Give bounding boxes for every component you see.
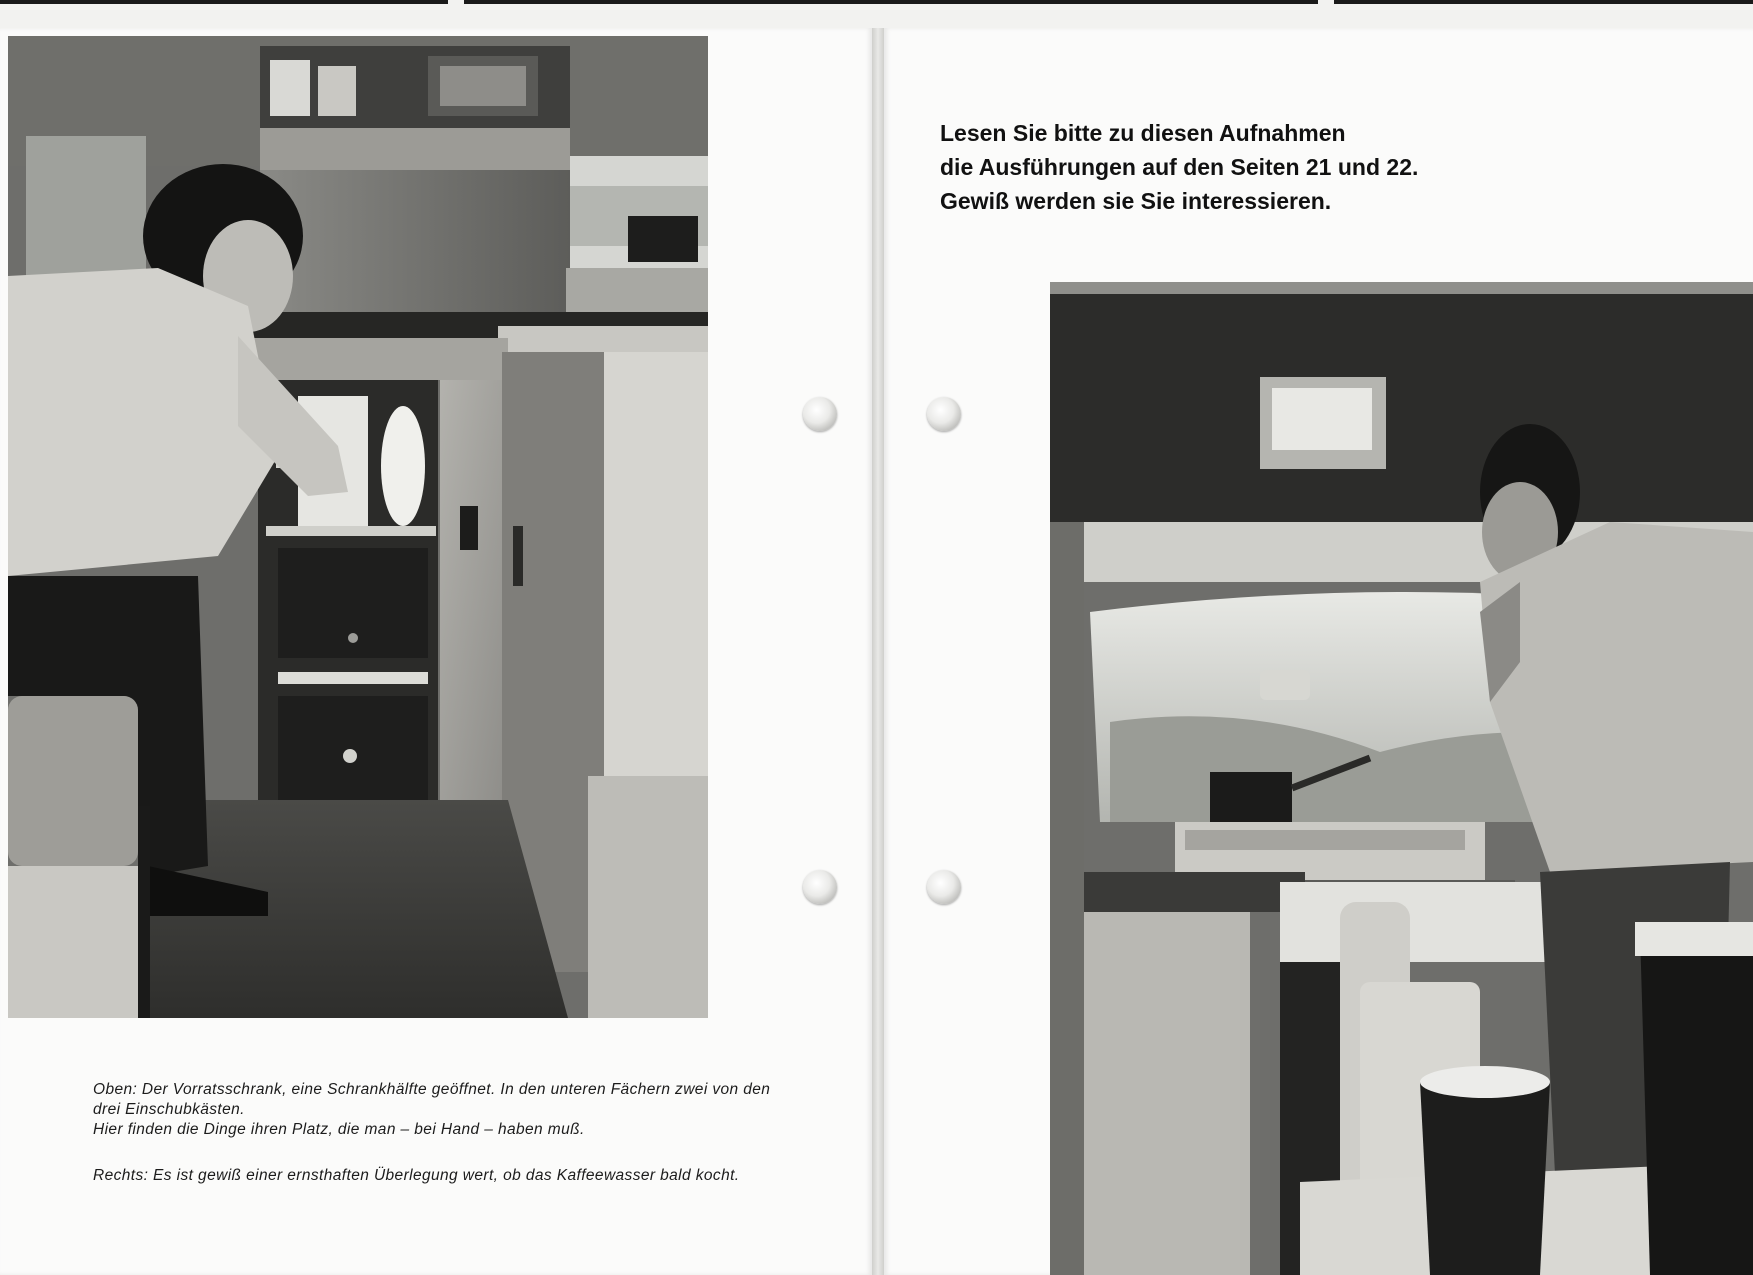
page-heading: [940, 116, 1660, 218]
caption-top-line: Oben: Der Vorratsschrank, eine Schrankhälfte geöffnet. In den unteren Fächern zwei von den: [93, 1081, 771, 1098]
punch-hole: [803, 870, 837, 904]
photo-coffee-stove: [1050, 282, 1753, 1275]
punch-hole: [927, 870, 961, 904]
caption-top-line: Hier finden die Dinge ihren Platz, die man – bei Hand – haben muß.: [93, 1121, 585, 1138]
photo-pantry-cabinet: [8, 36, 708, 1018]
adjacent-page-edge: [0, 0, 1753, 4]
punch-hole: [803, 397, 837, 431]
page-spine: [872, 28, 884, 1275]
caption-right-line: Rechts: Es ist gewiß einer ernsthaften Überlegung wert, ob das Kaffeewasser bald kocht.: [93, 1167, 740, 1184]
punch-hole: [927, 397, 961, 431]
caption-top-line: drei Einschubkästen.: [93, 1101, 245, 1118]
heading-line: Lesen Sie bitte zu diesen Aufnahmen: [940, 120, 1346, 146]
photo-captions: [93, 1080, 853, 1186]
heading-line: Gewiß werden sie Sie interessieren.: [940, 188, 1332, 214]
heading-line: die Ausführungen auf den Seiten 21 und 22.: [940, 154, 1419, 180]
